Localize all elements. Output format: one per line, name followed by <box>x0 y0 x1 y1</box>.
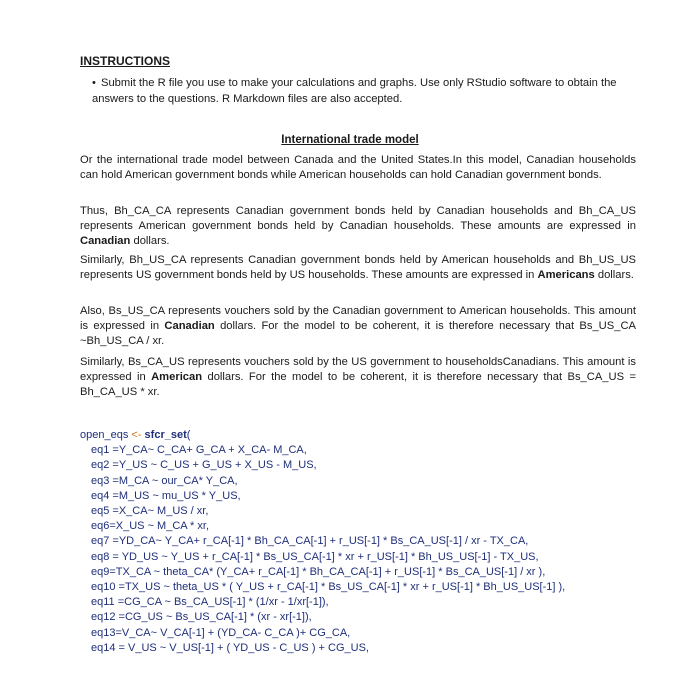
instructions-bullet <box>92 76 652 107</box>
paragraph-canadian-bonds <box>80 204 636 250</box>
paragraph-text: Similarly, Bh_US_CA represents Canadian government bonds held by American households and Bh_US_US represents US government bonds held by US households. These amounts are expressed in <box>80 254 636 282</box>
code-equation-line: eq3 =M_CA ~ our_CA* Y_CA, <box>91 474 238 487</box>
paragraph-text: dollars. For the model to be coherent, it is therefore necessary that Bs_CA_US = Bh_CA_US * xr. <box>80 371 636 399</box>
paragraph-text: Thus, Bh_CA_CA represents Canadian government bonds held by Canadian households and Bh_CA_US represents American government bonds held by Canadian households. These amounts are expressed in <box>80 205 636 233</box>
code-paren: ( <box>186 429 191 441</box>
code-variable: open_eqs <box>80 429 132 441</box>
code-equation-line: eq9=TX_CA ~ theta_CA* (Y_CA+ r_CA[-1] * Bh_CA_CA[-1] + r_US[-1] * Bs_CA_US[-1] / xr ), <box>91 565 546 578</box>
paragraph-vouchers-canada <box>80 304 636 350</box>
instructions-heading: INSTRUCTIONS <box>80 54 170 68</box>
paragraph-text: Also, Bs_US_CA represents vouchers sold by the Canadian government to American households. This amount is expressed in <box>80 305 636 333</box>
code-equation-line: eq12 =CG_US ~ Bs_US_CA[-1] * (xr - xr[-1]), <box>91 611 312 624</box>
code-equation-line: eq13=V_CA~ V_CA[-1] + (YD_CA- C_CA )+ CG_CA, <box>91 626 351 639</box>
paragraph-vouchers-us <box>80 355 636 401</box>
code-equation-line: eq4 =M_US ~ mu_US * Y_US, <box>91 489 241 502</box>
code-header-line <box>80 428 670 443</box>
code-equation-line: eq11 =CG_CA ~ Bs_CA_US[-1] * (1/xr - 1/xr[-1]), <box>91 596 329 609</box>
code-equation-line: eq5 =X_CA~ M_US / xr, <box>91 505 209 518</box>
instructions-bullet-text: Submit the R file you use to make your calculations and graphs. Use only RStudio software to obtain the answers to the questions. R Markdown files are also accepted. <box>92 77 617 105</box>
paragraph-emphasis: Americans <box>537 269 595 282</box>
paragraph-text: dollars. <box>594 269 634 282</box>
paragraph-american-bonds <box>80 253 636 283</box>
code-equation-line: eq1 =Y_CA~ C_CA+ G_CA + X_CA- M_CA, <box>91 444 307 457</box>
code-assign-operator: <- <box>131 429 142 441</box>
code-equation-line: eq6=X_US ~ M_CA * xr, <box>91 520 210 533</box>
bullet-icon: • <box>92 77 96 89</box>
code-block <box>80 428 670 656</box>
code-equation-line: eq2 =Y_US ~ C_US + G_US + X_US - M_US, <box>91 459 317 472</box>
code-equation-line: eq10 =TX_US ~ theta_US * ( Y_US + r_CA[-1] * Bs_US_CA[-1] * xr + r_US[-1] * Bh_US_US[-1] ), <box>91 581 566 594</box>
paragraph-text: dollars. For the model to be coherent, it is therefore necessary that Bs_US_CA ~Bh_US_CA / xr. <box>80 320 636 348</box>
paragraph-emphasis: Canadian <box>80 235 131 248</box>
paragraph-text: dollars. <box>130 235 170 248</box>
paragraph-emphasis: American <box>151 371 203 384</box>
code-equation-line: eq7 =YD_CA~ Y_CA+ r_CA[-1] * Bh_CA_CA[-1] + r_US[-1] * Bs_CA_US[-1] / xr - TX_CA, <box>91 535 529 548</box>
model-heading: International trade model <box>281 134 419 146</box>
paragraph-emphasis: Canadian <box>164 320 215 333</box>
paragraph-intro: Or the international trade model between Canada and the United States.In this model, Canadian households can hold American government bonds while American households can hold Canadian government bonds. <box>80 154 636 182</box>
code-equation-line: eq14 = V_US ~ V_US[-1] + ( YD_US - C_US ) + CG_US, <box>91 641 369 654</box>
paragraph-text: Similarly, Bs_CA_US represents vouchers sold by the US government to householdsCanadians. This amount is expressed in <box>80 356 636 384</box>
code-equation-line: eq8 = YD_US ~ Y_US + r_CA[-1] * Bs_US_CA[-1] * xr + r_US[-1] * Bh_US_US[-1] - TX_US, <box>91 550 539 563</box>
code-function-name: sfcr_set <box>144 429 187 441</box>
